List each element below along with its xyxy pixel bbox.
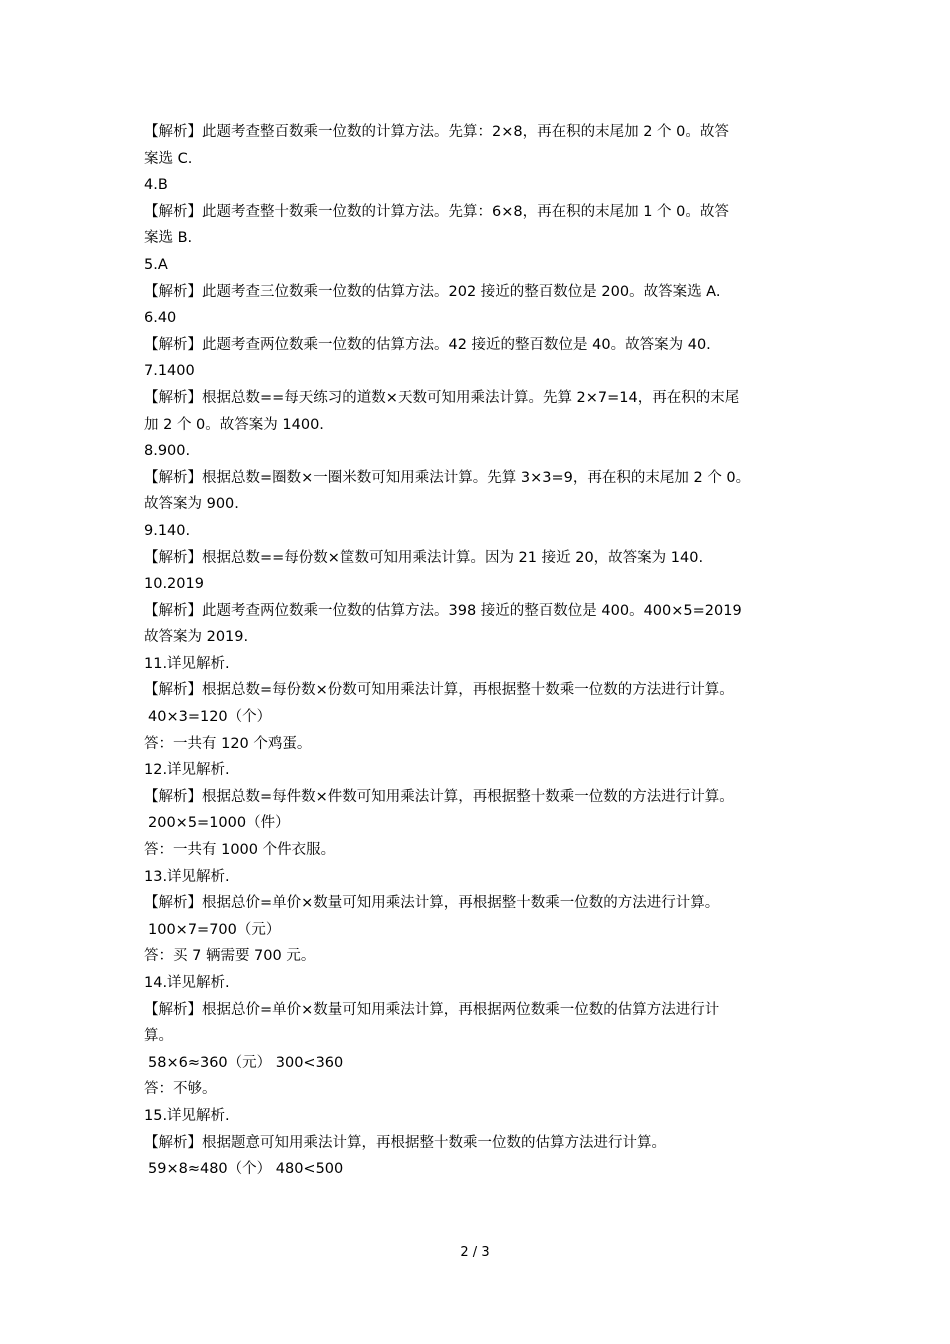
text-line: 【解析】根据总价=单价×数量可知用乘法计算，再根据两位数乘一位数的估算方法进行计 <box>144 1001 720 1018</box>
answer-content <box>144 119 812 1183</box>
text-line: 答：买 7 辆需要 700 元。 <box>144 948 316 965</box>
text-line: 11.详见解析. <box>144 655 230 672</box>
text-line: 【解析】根据总数=每件数×件数可知用乘法计算，再根据整十数乘一位数的方法进行计算。 <box>144 788 734 805</box>
text-line: 故答案为 900. <box>144 496 239 513</box>
text-line: 6.40 <box>144 310 177 327</box>
text-line: 15.详见解析. <box>144 1107 230 1124</box>
text-line: 【解析】此题考查整十数乘一位数的计算方法。先算：6×8，再在积的末尾加 1 个 0。故答 <box>144 203 729 220</box>
text-line: 加 2 个 0。故答案为 1400. <box>144 416 324 433</box>
text-line: 4.B <box>144 177 168 194</box>
text-line: 【解析】此题考查三位数乘一位数的估算方法。202 接近的整百数位是 200。故答案选 A. <box>144 283 721 300</box>
text-line: 9.140. <box>144 522 191 539</box>
text-line: 13.详见解析. <box>144 868 230 885</box>
text-line: 58×6≈360（元） 300<360 <box>148 1054 344 1071</box>
text-line: 答：一共有 120 个鸡蛋。 <box>144 735 312 752</box>
text-line: 【解析】根据总数==每天练习的道数×天数可知用乘法计算。先算 2×7=14，再在积的末尾 <box>144 389 740 406</box>
text-line: 答：一共有 1000 个件衣服。 <box>144 842 336 859</box>
text-line: 7.1400 <box>144 363 195 380</box>
text-line: 【解析】根据总数==每份数×筐数可知用乘法计算。因为 21 接近 20，故答案为 140. <box>144 549 704 566</box>
text-line: 40×3=120（个） <box>148 709 272 726</box>
text-line: 【解析】此题考查两位数乘一位数的估算方法。42 接近的整百数位是 40。故答案为 40. <box>144 336 711 353</box>
text-line: 14.详见解析. <box>144 975 230 991</box>
text-line: 8.900. <box>144 443 191 460</box>
text-line: 【解析】根据总数=每份数×份数可知用乘法计算，再根据整十数乘一位数的方法进行计算。 <box>144 682 734 699</box>
text-line: 200×5=1000（件） <box>148 815 290 832</box>
text-line: 案选 B. <box>144 230 193 247</box>
text-line: 故答案为 2019. <box>144 629 249 646</box>
text-line: 10.2019 <box>144 576 204 593</box>
text-line: 案选 C. <box>144 150 193 167</box>
text-line: 【解析】根据总数=圈数×一圈米数可知用乘法计算。先算 3×3=9，再在积的末尾加 2 个 0。 <box>144 469 751 486</box>
text-line: 【解析】根据题意可知用乘法计算，再根据整十数乘一位数的估算方法进行计算。 <box>144 1134 666 1151</box>
text-line: 12.详见解析. <box>144 762 230 779</box>
text-line: 59×8≈480（个） 480<500 <box>148 1161 344 1178</box>
text-line: 算。 <box>144 1028 173 1045</box>
text-line: 5.A <box>144 256 168 273</box>
text-line: 【解析】此题考查整百数乘一位数的计算方法。先算：2×8，再在积的末尾加 2 个 0。故答 <box>144 124 729 140</box>
text-line: 【解析】此题考查两位数乘一位数的估算方法。398 接近的整百数位是 400。400×5=2019 <box>144 602 742 619</box>
text-line: 100×7=700（元） <box>148 921 281 938</box>
page-number: 2 / 3 <box>460 1245 490 1260</box>
text-line: 【解析】根据总价=单价×数量可知用乘法计算，再根据整十数乘一位数的方法进行计算。 <box>144 895 720 912</box>
text-line: 答：不够。 <box>144 1081 217 1098</box>
